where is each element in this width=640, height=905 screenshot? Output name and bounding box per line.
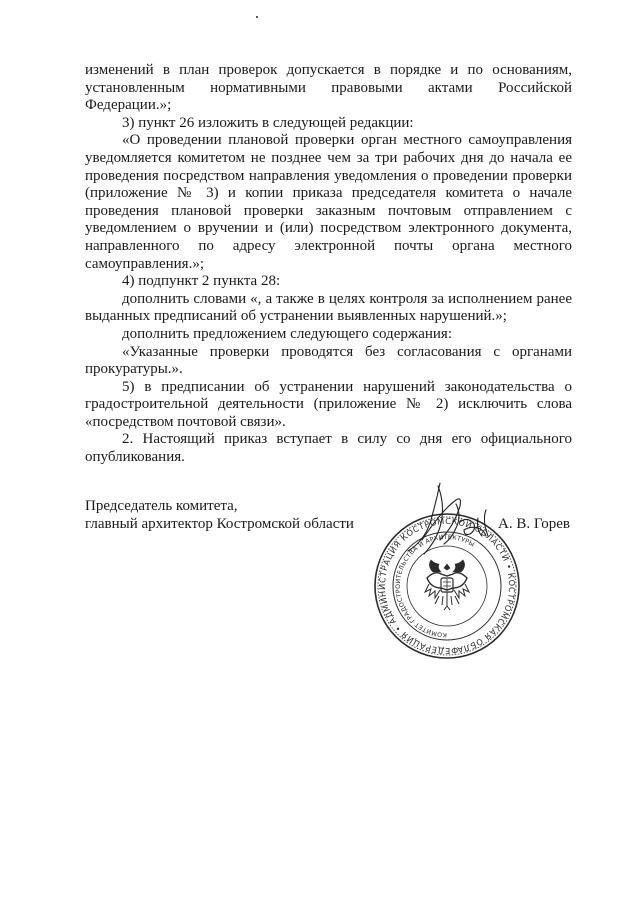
paragraph-item-4-add-sentence: дополнить предложением следующего содержания: <box>122 325 452 342</box>
paragraph-effective-date: 2. Настоящий приказ вступает в силу со дня его официального опубликования. <box>85 431 572 466</box>
paragraph-item-4: 4) подпункт 2 пункта 28: <box>122 273 281 290</box>
signatory-position-line-1: Председатель комитета, <box>85 498 238 514</box>
paragraph-item-4-add-words: дополнить словами «, а также в целях контроля за исполнением ранее выданных предписаний об устранении выявленных нарушений.»; <box>85 290 572 325</box>
signer-name: А. В. Горев <box>498 516 570 532</box>
paragraph-item-3-text: «О проведении плановой проверки орган местного самоуправления уведомляется комитетом не позднее чем за три рабочих дня до начала ее проведения посредством направления уведомления о проведении проверки (приложение № 3) и копии приказа председателя комитета о начале проведения плановой проверки заказным почтовым отправлением с уведомлением о вручении и (или) посредством электронного документа, направленного по адресу электронной почты органа местного самоуправления.»; <box>85 132 572 272</box>
coat-of-arms-icon <box>425 560 469 610</box>
paragraph-item-4-sentence-text: «Указанные проверки проводятся без согласования с органами прокуратуры.». <box>85 343 572 378</box>
seal-outer-text: ФЕДЕРАЦИЯ • АДМИНИСТРАЦИЯ КОСТРОМСКОЙ ОБЛАСТИ • КОСТРОМСКАЯ ОБЛАСТЬ <box>376 515 518 657</box>
paragraph-item-5: 5) в предписании об устранении нарушений законодательства о градостроительной деятельности (приложение № 2) исключить слова «посредством почтовой связи». <box>85 378 572 430</box>
seal-inner-text: КОМИТЕТ ГРАДОСТРОИТЕЛЬСТВА И АРХИТЕКТУРЫ <box>394 533 476 639</box>
paragraph-continuation: изменений в план проверок допускается в порядке и по основаниям, установленным нормативными правовыми актами Российской Федерации.»; <box>85 62 572 114</box>
scan-mark <box>256 16 258 18</box>
document-body <box>85 62 572 467</box>
signatory-position-line-2: главный архитектор Костромской области <box>85 515 354 532</box>
paragraph-item-3: 3) пункт 26 изложить в следующей редакции: <box>122 114 414 131</box>
signatory-position <box>85 498 354 533</box>
